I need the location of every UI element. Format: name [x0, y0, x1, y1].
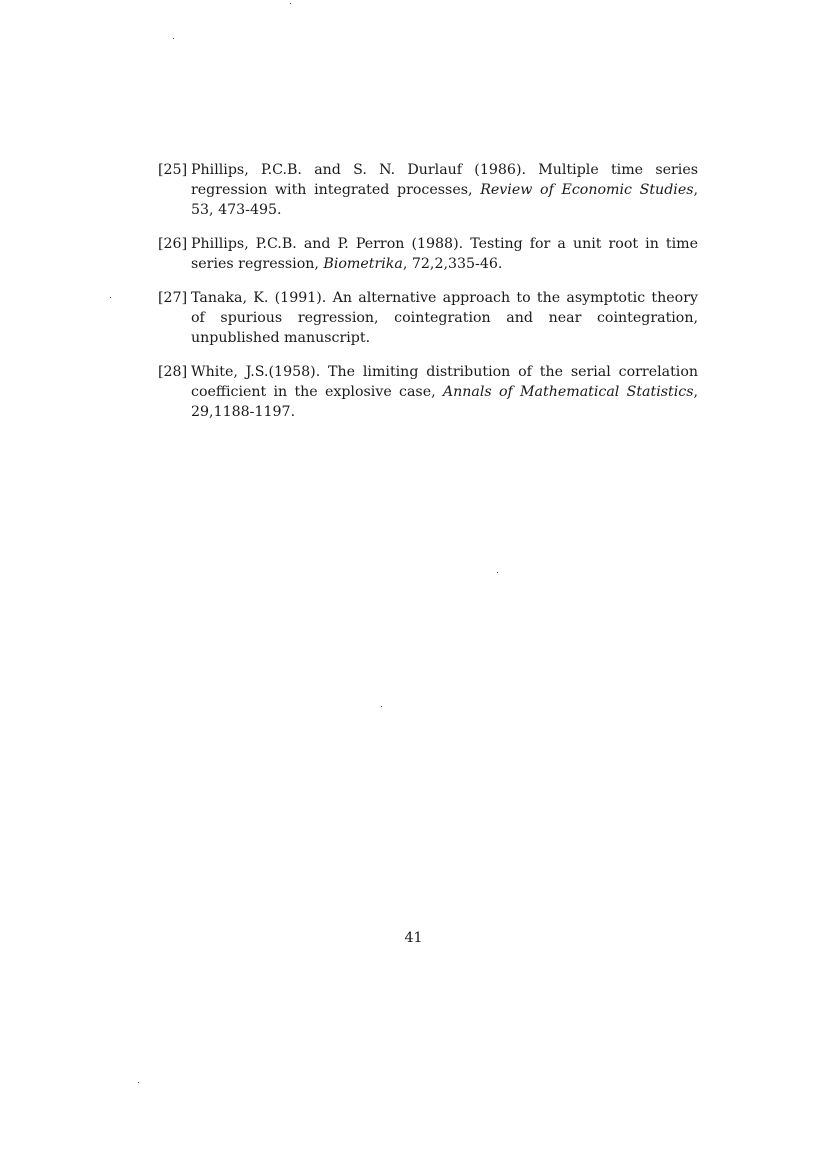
- reference-title: The limiting distribution of the serial correlation coefficient in the explosive case,: [191, 364, 698, 400]
- reference-number: [26]: [158, 236, 188, 252]
- reference-entry-28: [158, 362, 698, 422]
- reference-authors: Tanaka, K. (1991).: [191, 290, 333, 306]
- reference-entry-26: [158, 234, 698, 274]
- reference-title: Testing for a unit root in time series regression,: [191, 236, 699, 272]
- reference-text: [191, 362, 698, 422]
- reference-entry-27: [158, 288, 698, 348]
- reference-list: [158, 160, 698, 436]
- reference-venue: Annals of Mathematical Statistics: [442, 384, 694, 400]
- reference-entry-25: [158, 160, 698, 220]
- reference-title: An alternative approach to the asymptotic theory of spurious regression, cointegration and near cointegration, unpublished manuscript.: [191, 290, 698, 346]
- scan-speck: [138, 1082, 139, 1083]
- reference-number: [25]: [158, 162, 188, 178]
- reference-text: [191, 160, 698, 220]
- reference-details: , 29,1188-1197.: [191, 384, 698, 420]
- scan-speck: [497, 572, 498, 573]
- scan-speck: [290, 3, 291, 4]
- reference-venue: Review of Economic Studies: [480, 182, 694, 198]
- reference-number: [28]: [158, 364, 188, 380]
- reference-number: [27]: [158, 290, 188, 306]
- reference-text: [191, 288, 698, 348]
- reference-authors: Phillips, P.C.B. and S. N. Durlauf (1986).: [191, 162, 539, 178]
- reference-authors: White, J.S.(1958).: [191, 364, 329, 380]
- page-number: 41: [404, 930, 423, 946]
- reference-authors: Phillips, P.C.B. and P. Perron (1988).: [191, 236, 471, 252]
- reference-details: , 72,2,335-46.: [402, 256, 503, 272]
- reference-text: [191, 234, 698, 274]
- scan-speck: [173, 38, 174, 39]
- reference-title: Multiple time series regression with integrated processes,: [191, 162, 698, 198]
- reference-venue: Biometrika: [323, 256, 403, 272]
- scan-speck: [110, 297, 111, 298]
- reference-details: , 53, 473-495.: [191, 182, 699, 218]
- scan-speck: [381, 706, 382, 707]
